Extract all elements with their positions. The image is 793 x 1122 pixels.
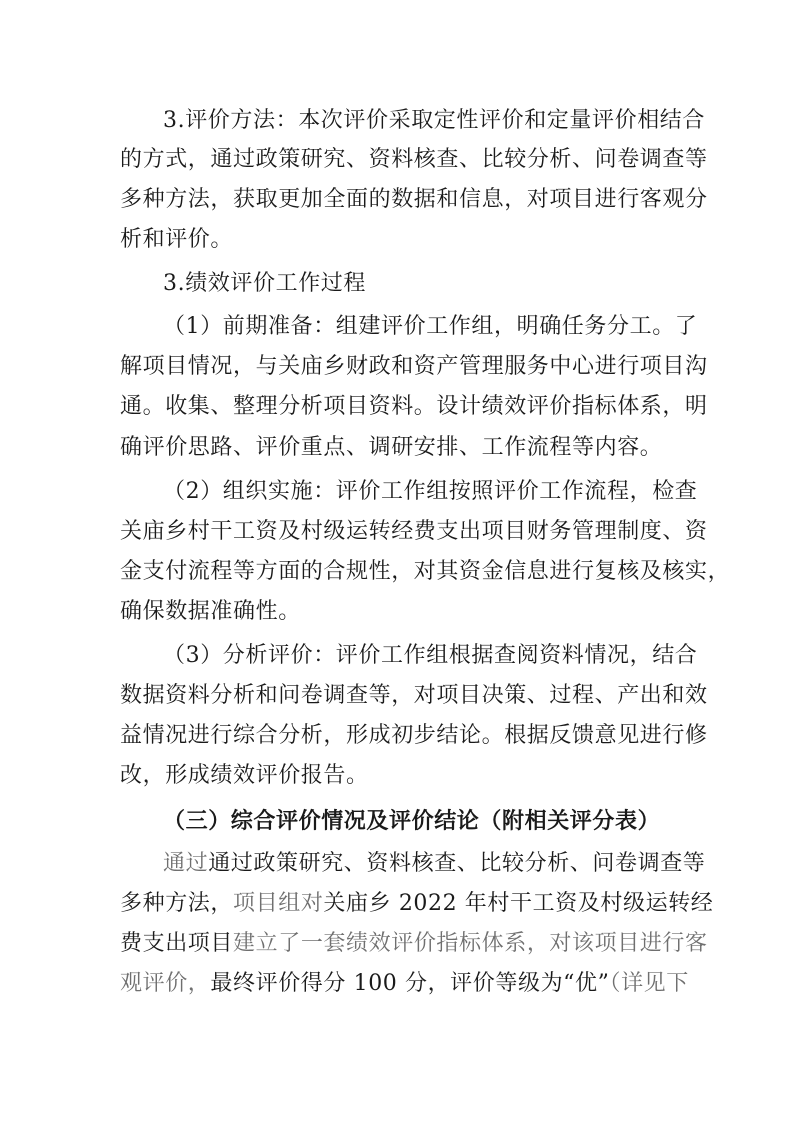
text-line: （3）分析评价：评价工作组根据查阅资料情况，结合	[163, 643, 698, 668]
inline-text: 最终评价得分 100 分，评价等级为“优”	[210, 971, 610, 996]
text-line: 改，形成绩效评价报告。	[120, 763, 369, 788]
text-line: 析和评价。	[120, 227, 234, 252]
text-line: 关庙乡村干工资及村级运转经费支出项目财务管理制度、资	[120, 519, 708, 544]
text-line: 多种方法，获取更加全面的数据和信息，对项目进行客观分	[120, 187, 708, 212]
deleted-text: （详见下	[609, 971, 689, 996]
inline-text: 费支出项目	[120, 931, 234, 956]
text-line: （2）组织实施：评价工作组按照评价工作流程，检查	[163, 479, 698, 504]
text-line	[120, 930, 708, 958]
text-line: 确保数据准确性。	[120, 599, 301, 624]
deleted-text: 观评价，	[120, 971, 211, 996]
text-line: （1）前期准备：组建评价工作组，明确任务分工。了	[163, 314, 698, 339]
inline-text: 关庙乡 2022 年村干工资及村级运转经	[323, 891, 714, 916]
deleted-text: 项目组对	[233, 891, 324, 916]
deleted-text: 建立了一套绩效评价指标体系，对该项目进行客	[233, 931, 708, 956]
text-line: 3.评价方法：本次评价采取定性评价和定量评价相结合	[163, 108, 705, 133]
text-line: 解项目情况，与关庙乡财政和资产管理服务中心进行项目沟	[120, 354, 708, 379]
inline-text: 通过政策研究、资料核查、比较分析、问卷调查等	[208, 851, 706, 876]
section-heading: （三）综合评价情况及评价结论（附相关评分表）	[163, 808, 661, 834]
subheading: 3.绩效评价工作过程	[163, 271, 366, 296]
text-line	[120, 890, 714, 918]
text-line: 金支付流程等方面的合规性，对其资金信息进行复核及核实，	[120, 559, 731, 584]
text-line: 数据资料分析和问卷调查等，对项目决策、过程、产出和效	[120, 683, 708, 708]
text-line	[163, 850, 706, 878]
text-line: 的方式，通过政策研究、资料核查、比较分析、问卷调查等	[120, 147, 708, 172]
inline-text: 多种方法，	[120, 891, 234, 916]
text-line: 通。收集、整理分析项目资料。设计绩效评价指标体系，明	[120, 394, 708, 419]
text-line: 确评价思路、评价重点、调研安排、工作流程等内容。	[120, 435, 663, 460]
text-line: 益情况进行综合分析，形成初步结论。根据反馈意见进行修	[120, 723, 708, 748]
deleted-text: 通过	[163, 851, 209, 876]
text-line	[120, 970, 689, 998]
